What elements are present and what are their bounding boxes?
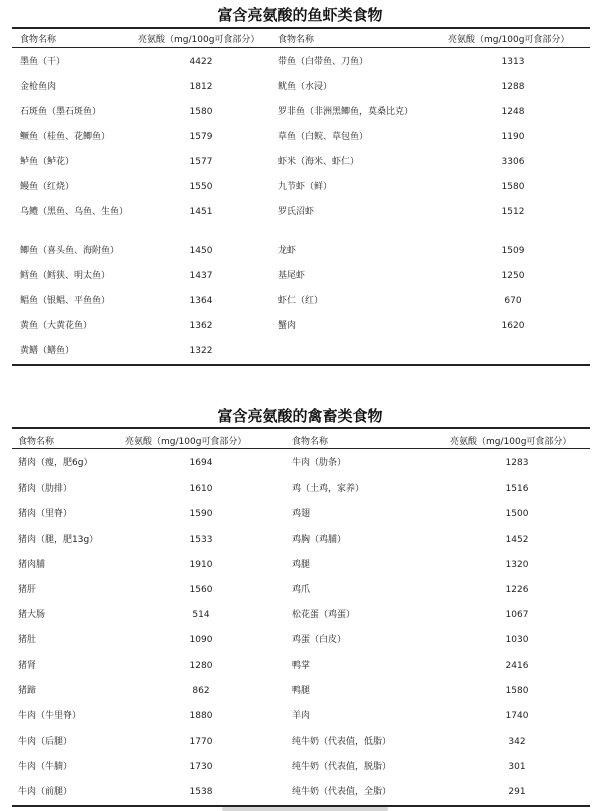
food-name-cell: 纯牛奶（代表值，全脂） xyxy=(292,787,392,797)
leucine-value-cell: 1283 xyxy=(505,458,529,468)
leucine-value-cell: 1362 xyxy=(189,321,213,331)
leucine-value-cell: 1322 xyxy=(189,346,213,356)
food-name-cell: 罗氏沼虾 xyxy=(278,207,315,217)
food-name-cell: 纯牛奶（代表值，脱脂） xyxy=(292,762,392,772)
food-name-cell: 羊肉 xyxy=(292,711,311,721)
leucine-value-cell: 2416 xyxy=(505,661,529,671)
leucine-value-cell: 1880 xyxy=(189,711,213,721)
leucine-value-cell: 301 xyxy=(508,762,526,772)
food-name-cell: 鸡腿 xyxy=(292,560,311,570)
food-name-cell: 鸡（土鸡，家养） xyxy=(292,484,365,494)
food-name-cell: 黄鱼（大黄花鱼） xyxy=(20,321,93,331)
leucine-value-cell: 1580 xyxy=(189,107,213,117)
column-header: 食物名称 xyxy=(18,437,55,447)
leucine-value-cell: 291 xyxy=(508,787,526,797)
leucine-value-cell: 1250 xyxy=(501,271,525,281)
seafood-header-rule xyxy=(12,47,590,48)
food-name-cell: 金枪鱼肉 xyxy=(20,82,57,92)
leucine-value-cell: 1533 xyxy=(189,535,213,545)
leucine-value-cell: 1509 xyxy=(501,246,525,256)
food-name-cell: 鸭腿 xyxy=(292,686,311,696)
poultry-header-rule xyxy=(12,448,590,449)
leucine-value-cell: 1590 xyxy=(189,509,213,519)
leucine-value-cell: 1580 xyxy=(501,182,525,192)
food-name-cell: 猪肚 xyxy=(18,635,37,645)
food-name-cell: 纯牛奶（代表值，低脂） xyxy=(292,737,392,747)
leucine-value-cell: 1770 xyxy=(189,737,213,747)
leucine-value-cell: 3306 xyxy=(501,157,525,167)
food-name-cell: 猪蹄 xyxy=(18,686,37,696)
food-name-cell: 牛肉（牛里脊） xyxy=(18,711,82,721)
column-header: 食物名称 xyxy=(20,35,57,45)
leucine-value-cell: 1577 xyxy=(189,157,213,167)
leucine-value-cell: 1560 xyxy=(189,585,213,595)
food-name-cell: 石斑鱼（墨石斑鱼） xyxy=(20,107,102,117)
leucine-value-cell: 1090 xyxy=(189,635,213,645)
leucine-value-cell: 1364 xyxy=(189,296,213,306)
leucine-value-cell: 1550 xyxy=(189,182,213,192)
food-name-cell: 带鱼（白带鱼、刀鱼） xyxy=(278,57,369,67)
leucine-value-cell: 1910 xyxy=(189,560,213,570)
leucine-value-cell: 1730 xyxy=(189,762,213,772)
leucine-value-cell: 1740 xyxy=(505,711,529,721)
food-name-cell: 蟹肉 xyxy=(278,321,297,331)
leucine-value-cell: 1516 xyxy=(505,484,529,494)
food-name-cell: 鸡蛋（白皮） xyxy=(292,635,347,645)
food-name-cell: 鸡胸（鸡脯） xyxy=(292,535,347,545)
poultry-table-title: 富含亮氨酸的禽畜类食物 xyxy=(217,407,383,425)
food-name-cell: 猪肉（里脊） xyxy=(18,509,73,519)
food-name-cell: 墨鱼（干） xyxy=(20,57,66,67)
food-name-cell: 牛肉（肋条） xyxy=(292,458,347,468)
seafood-bottom-rule xyxy=(12,364,590,366)
food-name-cell: 鸡翅 xyxy=(292,509,311,519)
leucine-value-cell: 1580 xyxy=(505,686,529,696)
food-name-cell: 鳜鱼（桂鱼、花鲫鱼） xyxy=(20,132,111,142)
food-name-cell: 黄鳝（鳝鱼） xyxy=(20,346,75,356)
column-header: 亮氨酸（mg/100g可食部分） xyxy=(138,35,260,45)
leucine-value-cell: 1451 xyxy=(189,207,213,217)
seafood-top-rule xyxy=(12,27,590,29)
leucine-value-cell: 1579 xyxy=(189,132,213,142)
food-name-cell: 鲫鱼（喜头鱼、海附鱼） xyxy=(20,246,120,256)
leucine-value-cell: 1067 xyxy=(505,610,529,620)
food-name-cell: 猪肉（腿，肥13g） xyxy=(18,535,99,545)
food-name-cell: 鳗鱼（红烧） xyxy=(20,182,75,192)
leucine-value-cell: 1694 xyxy=(189,458,213,468)
food-name-cell: 鱿鱼（水浸） xyxy=(278,82,333,92)
leucine-value-cell: 1452 xyxy=(505,535,529,545)
leucine-value-cell: 670 xyxy=(504,296,522,306)
leucine-value-cell: 1500 xyxy=(505,509,529,519)
food-name-cell: 九节虾（鲜） xyxy=(278,182,333,192)
column-header: 亮氨酸（mg/100g可食部分） xyxy=(450,437,572,447)
food-name-cell: 基尾虾 xyxy=(278,271,306,281)
food-name-cell: 虾仁（红） xyxy=(278,296,324,306)
food-name-cell: 乌鳢（黑鱼、乌鱼、生鱼） xyxy=(20,207,129,217)
food-name-cell: 猪肝 xyxy=(18,585,37,595)
leucine-value-cell: 1030 xyxy=(505,635,529,645)
leucine-value-cell: 1538 xyxy=(189,787,213,797)
scroll-shadow xyxy=(222,807,388,811)
leucine-value-cell: 1610 xyxy=(189,484,213,494)
leucine-value-cell: 1280 xyxy=(189,661,213,671)
food-name-cell: 猪肉脯 xyxy=(18,560,46,570)
leucine-value-cell: 1512 xyxy=(501,207,525,217)
food-name-cell: 牛肉（后腿） xyxy=(18,737,73,747)
leucine-value-cell: 1320 xyxy=(505,560,529,570)
food-name-cell: 猪大肠 xyxy=(18,610,46,620)
food-name-cell: 鸭掌 xyxy=(292,661,311,671)
column-header: 食物名称 xyxy=(278,35,315,45)
leucine-value-cell: 1812 xyxy=(189,82,213,92)
food-name-cell: 牛肉（牛腩） xyxy=(18,762,73,772)
food-name-cell: 草鱼（白鲩、草包鱼） xyxy=(278,132,369,142)
leucine-value-cell: 1437 xyxy=(189,271,213,281)
food-name-cell: 罗非鱼（非洲黑鲫鱼，莫桑比克） xyxy=(278,107,414,117)
food-name-cell: 鲈鱼（鲈花） xyxy=(20,157,75,167)
column-header: 食物名称 xyxy=(292,437,329,447)
food-name-cell: 牛肉（前腿） xyxy=(18,787,73,797)
poultry-top-rule xyxy=(12,427,590,429)
leucine-value-cell: 1313 xyxy=(501,57,525,67)
leucine-value-cell: 514 xyxy=(192,610,210,620)
leucine-value-cell: 1620 xyxy=(501,321,525,331)
food-name-cell: 鸡爪 xyxy=(292,585,311,595)
food-name-cell: 猪肉（瘦，肥6g） xyxy=(18,458,93,468)
column-header: 亮氨酸（mg/100g可食部分） xyxy=(125,437,247,447)
leucine-value-cell: 1190 xyxy=(501,132,525,142)
food-name-cell: 鲳鱼（银鲳、平鱼鱼） xyxy=(20,296,111,306)
leucine-value-cell: 1288 xyxy=(501,82,525,92)
food-name-cell: 松花蛋（鸡蛋） xyxy=(292,610,356,620)
leucine-value-cell: 1450 xyxy=(189,246,213,256)
food-name-cell: 鳕鱼（鳕狭、明太鱼） xyxy=(20,271,111,281)
seafood-table-title: 富含亮氨酸的鱼虾类食物 xyxy=(217,6,383,24)
column-header: 亮氨酸（mg/100g可食部分） xyxy=(448,35,570,45)
food-name-cell: 猪肉（肋排） xyxy=(18,484,73,494)
leucine-value-cell: 1248 xyxy=(501,107,525,117)
food-name-cell: 猪肾 xyxy=(18,661,37,671)
leucine-value-cell: 342 xyxy=(508,737,526,747)
food-name-cell: 龙虾 xyxy=(278,246,297,256)
food-name-cell: 虾米（海米、虾仁） xyxy=(278,157,360,167)
leucine-value-cell: 4422 xyxy=(189,57,213,67)
leucine-value-cell: 862 xyxy=(192,686,210,696)
leucine-value-cell: 1226 xyxy=(505,585,529,595)
